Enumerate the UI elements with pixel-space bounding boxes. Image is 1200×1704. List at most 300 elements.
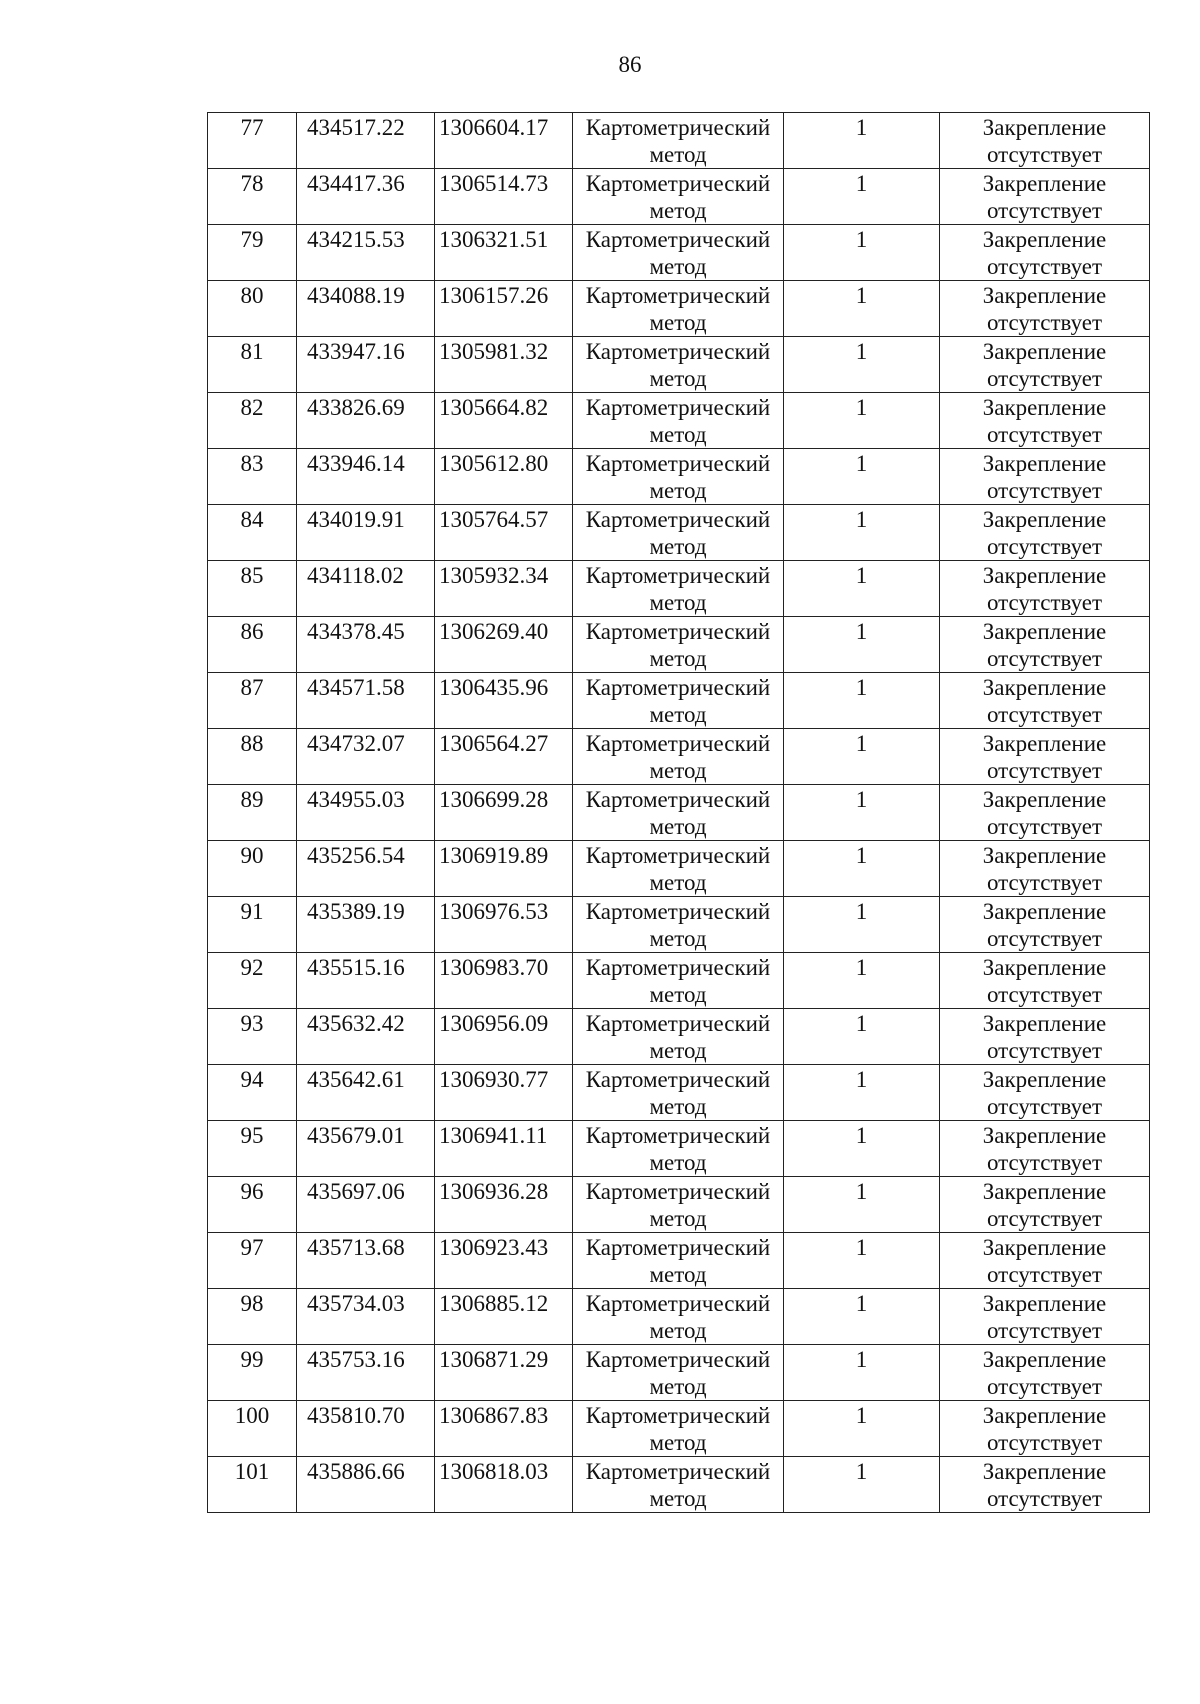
accuracy-cell-text: 1 [855, 283, 868, 308]
accuracy-cell-text: 1 [855, 171, 868, 196]
point-number-cell [208, 281, 297, 337]
point-number-cell [208, 1009, 297, 1065]
accuracy-cell [784, 729, 940, 785]
fixing-cell [940, 729, 1150, 785]
point-number-cell-text: 88 [240, 731, 264, 756]
accuracy-cell-text: 1 [855, 1179, 868, 1204]
x-coordinate-cell-text: 434732.07 [307, 731, 405, 756]
point-number-cell-text: 89 [240, 787, 264, 812]
y-coordinate-cell-text: 1306867.83 [439, 1403, 549, 1428]
y-coordinate-cell-text: 1306936.28 [439, 1179, 549, 1204]
point-number-cell [208, 225, 297, 281]
point-number-cell-text: 78 [240, 171, 264, 196]
table-row [208, 1289, 1150, 1345]
y-coordinate-cell [435, 953, 573, 1009]
table-row [208, 1233, 1150, 1289]
point-number-cell-text: 94 [240, 1067, 264, 1092]
method-cell-text: Картометрический метод [585, 451, 771, 503]
accuracy-cell [784, 393, 940, 449]
page-number: 86 [618, 52, 642, 77]
x-coordinate-cell-text: 434417.36 [307, 171, 405, 196]
fixing-cell-text: Закрепление отсутствует [982, 1459, 1107, 1511]
y-coordinate-cell-text: 1306919.89 [439, 843, 549, 868]
method-cell-text: Картометрический метод [585, 507, 771, 559]
x-coordinate-cell [297, 1233, 435, 1289]
x-coordinate-cell-text: 435886.66 [307, 1459, 405, 1484]
fixing-cell [940, 225, 1150, 281]
y-coordinate-cell-text: 1305612.80 [439, 451, 549, 476]
accuracy-cell [784, 113, 940, 169]
method-cell [573, 1121, 784, 1177]
point-number-cell-text: 80 [240, 283, 264, 308]
table-row [208, 617, 1150, 673]
point-number-cell-text: 95 [240, 1123, 264, 1148]
y-coordinate-cell-text: 1306564.27 [439, 731, 549, 756]
x-coordinate-cell [297, 169, 435, 225]
accuracy-cell [784, 1177, 940, 1233]
accuracy-cell-text: 1 [855, 1235, 868, 1260]
point-number-cell [208, 1401, 297, 1457]
x-coordinate-cell [297, 393, 435, 449]
y-coordinate-cell [435, 841, 573, 897]
x-coordinate-cell [297, 1121, 435, 1177]
table-row [208, 1121, 1150, 1177]
accuracy-cell [784, 1121, 940, 1177]
fixing-cell-text: Закрепление отсутствует [982, 507, 1107, 559]
fixing-cell-text: Закрепление отсутствует [982, 787, 1107, 839]
table-row [208, 281, 1150, 337]
x-coordinate-cell-text: 433947.16 [307, 339, 405, 364]
table-body [208, 113, 1150, 1513]
coordinates-table [207, 112, 1150, 1513]
fixing-cell-text: Закрепление отсутствует [982, 675, 1107, 727]
y-coordinate-cell [435, 1065, 573, 1121]
accuracy-cell-text: 1 [855, 899, 868, 924]
method-cell [573, 337, 784, 393]
method-cell-text: Картометрический метод [585, 843, 771, 895]
method-cell [573, 617, 784, 673]
x-coordinate-cell-text: 433826.69 [307, 395, 405, 420]
fixing-cell [940, 1009, 1150, 1065]
method-cell [573, 953, 784, 1009]
y-coordinate-cell [435, 113, 573, 169]
accuracy-cell [784, 953, 940, 1009]
x-coordinate-cell-text: 435679.01 [307, 1123, 405, 1148]
accuracy-cell-text: 1 [855, 1459, 868, 1484]
fixing-cell [940, 841, 1150, 897]
fixing-cell-text: Закрепление отсутствует [982, 563, 1107, 615]
method-cell-text: Картометрический метод [585, 899, 771, 951]
x-coordinate-cell-text: 435642.61 [307, 1067, 405, 1092]
x-coordinate-cell [297, 113, 435, 169]
point-number-cell [208, 393, 297, 449]
accuracy-cell [784, 1233, 940, 1289]
point-number-cell-text: 79 [240, 227, 264, 252]
table-row [208, 393, 1150, 449]
fixing-cell-text: Закрепление отсутствует [982, 171, 1107, 223]
point-number-cell-text: 87 [240, 675, 264, 700]
y-coordinate-cell [435, 449, 573, 505]
accuracy-cell [784, 841, 940, 897]
x-coordinate-cell [297, 1289, 435, 1345]
method-cell [573, 1009, 784, 1065]
x-coordinate-cell-text: 434215.53 [307, 227, 405, 252]
table-row [208, 1457, 1150, 1513]
accuracy-cell-text: 1 [855, 451, 868, 476]
y-coordinate-cell-text: 1306885.12 [439, 1291, 549, 1316]
accuracy-cell [784, 1457, 940, 1513]
y-coordinate-cell [435, 1457, 573, 1513]
point-number-cell-text: 86 [240, 619, 264, 644]
point-number-cell [208, 449, 297, 505]
method-cell [573, 505, 784, 561]
table-row [208, 1009, 1150, 1065]
y-coordinate-cell [435, 393, 573, 449]
point-number-cell [208, 505, 297, 561]
x-coordinate-cell-text: 434517.22 [307, 115, 405, 140]
x-coordinate-cell-text: 434571.58 [307, 675, 405, 700]
fixing-cell-text: Закрепление отсутствует [982, 1347, 1107, 1399]
fixing-cell [940, 1177, 1150, 1233]
y-coordinate-cell-text: 1306321.51 [439, 227, 549, 252]
fixing-cell-text: Закрепление отсутствует [982, 1235, 1107, 1287]
x-coordinate-cell [297, 281, 435, 337]
x-coordinate-cell [297, 1345, 435, 1401]
method-cell [573, 1233, 784, 1289]
y-coordinate-cell [435, 281, 573, 337]
fixing-cell-text: Закрепление отсутствует [982, 395, 1107, 447]
method-cell-text: Картометрический метод [585, 1123, 771, 1175]
y-coordinate-cell-text: 1306930.77 [439, 1067, 549, 1092]
x-coordinate-cell [297, 841, 435, 897]
y-coordinate-cell-text: 1306157.26 [439, 283, 549, 308]
y-coordinate-cell [435, 1233, 573, 1289]
point-number-cell-text: 98 [240, 1291, 264, 1316]
method-cell-text: Картометрический метод [585, 339, 771, 391]
fixing-cell-text: Закрепление отсутствует [982, 619, 1107, 671]
point-number-cell-text: 92 [240, 955, 264, 980]
method-cell-text: Картометрический метод [585, 227, 771, 279]
y-coordinate-cell-text: 1306818.03 [439, 1459, 549, 1484]
method-cell-text: Картометрический метод [585, 955, 771, 1007]
method-cell-text: Картометрический метод [585, 675, 771, 727]
fixing-cell-text: Закрепление отсутствует [982, 227, 1107, 279]
method-cell-text: Картометрический метод [585, 115, 771, 167]
x-coordinate-cell [297, 617, 435, 673]
method-cell [573, 785, 784, 841]
accuracy-cell-text: 1 [855, 1403, 868, 1428]
x-coordinate-cell-text: 434955.03 [307, 787, 405, 812]
method-cell-text: Картометрический метод [585, 1347, 771, 1399]
point-number-cell [208, 1065, 297, 1121]
x-coordinate-cell-text: 435753.16 [307, 1347, 405, 1372]
method-cell [573, 1065, 784, 1121]
fixing-cell [940, 561, 1150, 617]
point-number-cell [208, 113, 297, 169]
point-number-cell-text: 99 [240, 1347, 264, 1372]
method-cell [573, 169, 784, 225]
method-cell-text: Картометрический метод [585, 1459, 771, 1511]
accuracy-cell-text: 1 [855, 115, 868, 140]
accuracy-cell-text: 1 [855, 675, 868, 700]
table-row [208, 785, 1150, 841]
method-cell-text: Картометрический метод [585, 1235, 771, 1287]
fixing-cell [940, 449, 1150, 505]
x-coordinate-cell [297, 729, 435, 785]
y-coordinate-cell-text: 1305664.82 [439, 395, 549, 420]
y-coordinate-cell-text: 1305981.32 [439, 339, 549, 364]
point-number-cell-text: 81 [240, 339, 264, 364]
y-coordinate-cell [435, 785, 573, 841]
point-number-cell [208, 673, 297, 729]
y-coordinate-cell-text: 1306269.40 [439, 619, 549, 644]
point-number-cell [208, 337, 297, 393]
y-coordinate-cell [435, 1289, 573, 1345]
fixing-cell-text: Закрепление отсутствует [982, 339, 1107, 391]
method-cell [573, 841, 784, 897]
x-coordinate-cell-text: 435713.68 [307, 1235, 405, 1260]
table-row [208, 897, 1150, 953]
fixing-cell [940, 1345, 1150, 1401]
fixing-cell [940, 113, 1150, 169]
point-number-cell [208, 729, 297, 785]
x-coordinate-cell [297, 337, 435, 393]
y-coordinate-cell [435, 673, 573, 729]
y-coordinate-cell-text: 1305764.57 [439, 507, 549, 532]
fixing-cell-text: Закрепление отсутствует [982, 955, 1107, 1007]
y-coordinate-cell [435, 169, 573, 225]
y-coordinate-cell [435, 337, 573, 393]
method-cell [573, 897, 784, 953]
method-cell [573, 673, 784, 729]
fixing-cell [940, 953, 1150, 1009]
fixing-cell [940, 393, 1150, 449]
y-coordinate-cell [435, 729, 573, 785]
accuracy-cell [784, 897, 940, 953]
method-cell [573, 1401, 784, 1457]
point-number-cell [208, 169, 297, 225]
x-coordinate-cell-text: 435389.19 [307, 899, 405, 924]
method-cell [573, 729, 784, 785]
x-coordinate-cell-text: 435697.06 [307, 1179, 405, 1204]
method-cell-text: Картометрический метод [585, 283, 771, 335]
method-cell-text: Картометрический метод [585, 563, 771, 615]
table-row [208, 841, 1150, 897]
point-number-cell-text: 93 [240, 1011, 264, 1036]
point-number-cell [208, 1177, 297, 1233]
table-row [208, 1177, 1150, 1233]
fixing-cell-text: Закрепление отсутствует [982, 1179, 1107, 1231]
y-coordinate-cell-text: 1306435.96 [439, 675, 549, 700]
fixing-cell [940, 897, 1150, 953]
y-coordinate-cell-text: 1306956.09 [439, 1011, 549, 1036]
table-row [208, 1401, 1150, 1457]
y-coordinate-cell-text: 1305932.34 [439, 563, 549, 588]
accuracy-cell [784, 1065, 940, 1121]
method-cell [573, 1345, 784, 1401]
y-coordinate-cell [435, 897, 573, 953]
method-cell-text: Картометрический метод [585, 1403, 771, 1455]
y-coordinate-cell-text: 1306983.70 [439, 955, 549, 980]
table-row [208, 113, 1150, 169]
fixing-cell [940, 617, 1150, 673]
point-number-cell [208, 953, 297, 1009]
accuracy-cell-text: 1 [855, 843, 868, 868]
method-cell [573, 1289, 784, 1345]
y-coordinate-cell [435, 1345, 573, 1401]
method-cell [573, 393, 784, 449]
y-coordinate-cell-text: 1306514.73 [439, 171, 549, 196]
x-coordinate-cell-text: 435734.03 [307, 1291, 405, 1316]
method-cell-text: Картометрический метод [585, 787, 771, 839]
fixing-cell-text: Закрепление отсутствует [982, 115, 1107, 167]
accuracy-cell-text: 1 [855, 955, 868, 980]
y-coordinate-cell [435, 1401, 573, 1457]
point-number-cell-text: 83 [240, 451, 264, 476]
accuracy-cell-text: 1 [855, 227, 868, 252]
point-number-cell-text: 101 [234, 1459, 270, 1484]
accuracy-cell-text: 1 [855, 1011, 868, 1036]
y-coordinate-cell [435, 1009, 573, 1065]
method-cell-text: Картометрический метод [585, 1067, 771, 1119]
point-number-cell [208, 1345, 297, 1401]
accuracy-cell [784, 337, 940, 393]
table-row [208, 561, 1150, 617]
table-row [208, 1345, 1150, 1401]
point-number-cell [208, 785, 297, 841]
y-coordinate-cell [435, 1177, 573, 1233]
table-row [208, 169, 1150, 225]
point-number-cell [208, 841, 297, 897]
fixing-cell [940, 1121, 1150, 1177]
accuracy-cell [784, 1345, 940, 1401]
method-cell [573, 1457, 784, 1513]
point-number-cell-text: 90 [240, 843, 264, 868]
x-coordinate-cell [297, 673, 435, 729]
accuracy-cell [784, 617, 940, 673]
table-row [208, 953, 1150, 1009]
point-number-cell-text: 96 [240, 1179, 264, 1204]
fixing-cell [940, 505, 1150, 561]
fixing-cell [940, 673, 1150, 729]
x-coordinate-cell [297, 785, 435, 841]
accuracy-cell [784, 561, 940, 617]
accuracy-cell-text: 1 [855, 1123, 868, 1148]
accuracy-cell-text: 1 [855, 1067, 868, 1092]
fixing-cell-text: Закрепление отсутствует [982, 1123, 1107, 1175]
x-coordinate-cell-text: 434019.91 [307, 507, 405, 532]
x-coordinate-cell [297, 1177, 435, 1233]
accuracy-cell-text: 1 [855, 395, 868, 420]
x-coordinate-cell-text: 433946.14 [307, 451, 405, 476]
x-coordinate-cell [297, 1401, 435, 1457]
table-row [208, 225, 1150, 281]
point-number-cell-text: 97 [240, 1235, 264, 1260]
x-coordinate-cell-text: 435810.70 [307, 1403, 405, 1428]
table-row [208, 1065, 1150, 1121]
method-cell [573, 449, 784, 505]
fixing-cell-text: Закрепление отсутствует [982, 451, 1107, 503]
x-coordinate-cell [297, 897, 435, 953]
x-coordinate-cell [297, 449, 435, 505]
x-coordinate-cell-text: 434378.45 [307, 619, 405, 644]
x-coordinate-cell-text: 435256.54 [307, 843, 405, 868]
accuracy-cell [784, 169, 940, 225]
table-row [208, 449, 1150, 505]
fixing-cell [940, 785, 1150, 841]
y-coordinate-cell [435, 505, 573, 561]
accuracy-cell [784, 281, 940, 337]
point-number-cell-text: 85 [240, 563, 264, 588]
fixing-cell-text: Закрепление отсутствует [982, 1011, 1107, 1063]
point-number-cell-text: 84 [240, 507, 264, 532]
accuracy-cell-text: 1 [855, 1291, 868, 1316]
accuracy-cell-text: 1 [855, 563, 868, 588]
point-number-cell [208, 1233, 297, 1289]
fixing-cell-text: Закрепление отсутствует [982, 843, 1107, 895]
method-cell-text: Картометрический метод [585, 395, 771, 447]
x-coordinate-cell [297, 561, 435, 617]
y-coordinate-cell [435, 561, 573, 617]
accuracy-cell [784, 1009, 940, 1065]
y-coordinate-cell-text: 1306976.53 [439, 899, 549, 924]
accuracy-cell [784, 1401, 940, 1457]
method-cell [573, 281, 784, 337]
method-cell-text: Картометрический метод [585, 1011, 771, 1063]
method-cell-text: Картометрический метод [585, 1291, 771, 1343]
table-row [208, 505, 1150, 561]
accuracy-cell [784, 673, 940, 729]
point-number-cell [208, 897, 297, 953]
y-coordinate-cell-text: 1306923.43 [439, 1235, 549, 1260]
y-coordinate-cell [435, 1121, 573, 1177]
accuracy-cell [784, 225, 940, 281]
x-coordinate-cell-text: 434118.02 [307, 563, 404, 588]
accuracy-cell-text: 1 [855, 507, 868, 532]
fixing-cell-text: Закрепление отсутствует [982, 731, 1107, 783]
x-coordinate-cell-text: 435632.42 [307, 1011, 405, 1036]
y-coordinate-cell-text: 1306871.29 [439, 1347, 549, 1372]
y-coordinate-cell [435, 225, 573, 281]
fixing-cell-text: Закрепление отсутствует [982, 899, 1107, 951]
x-coordinate-cell [297, 1065, 435, 1121]
point-number-cell [208, 1289, 297, 1345]
point-number-cell-text: 82 [240, 395, 264, 420]
method-cell [573, 561, 784, 617]
accuracy-cell [784, 449, 940, 505]
fixing-cell-text: Закрепление отсутствует [982, 1291, 1107, 1343]
y-coordinate-cell-text: 1306941.11 [439, 1123, 548, 1148]
table-row [208, 337, 1150, 393]
x-coordinate-cell-text: 434088.19 [307, 283, 405, 308]
method-cell-text: Картометрический метод [585, 731, 771, 783]
accuracy-cell-text: 1 [855, 1347, 868, 1372]
x-coordinate-cell [297, 953, 435, 1009]
y-coordinate-cell [435, 617, 573, 673]
point-number-cell [208, 1457, 297, 1513]
accuracy-cell-text: 1 [855, 787, 868, 812]
point-number-cell [208, 1121, 297, 1177]
fixing-cell [940, 281, 1150, 337]
method-cell [573, 113, 784, 169]
point-number-cell-text: 91 [240, 899, 264, 924]
point-number-cell-text: 100 [234, 1403, 270, 1428]
accuracy-cell [784, 505, 940, 561]
method-cell-text: Картометрический метод [585, 619, 771, 671]
x-coordinate-cell [297, 505, 435, 561]
fixing-cell-text: Закрепление отсутствует [982, 1067, 1107, 1119]
method-cell-text: Картометрический метод [585, 171, 771, 223]
